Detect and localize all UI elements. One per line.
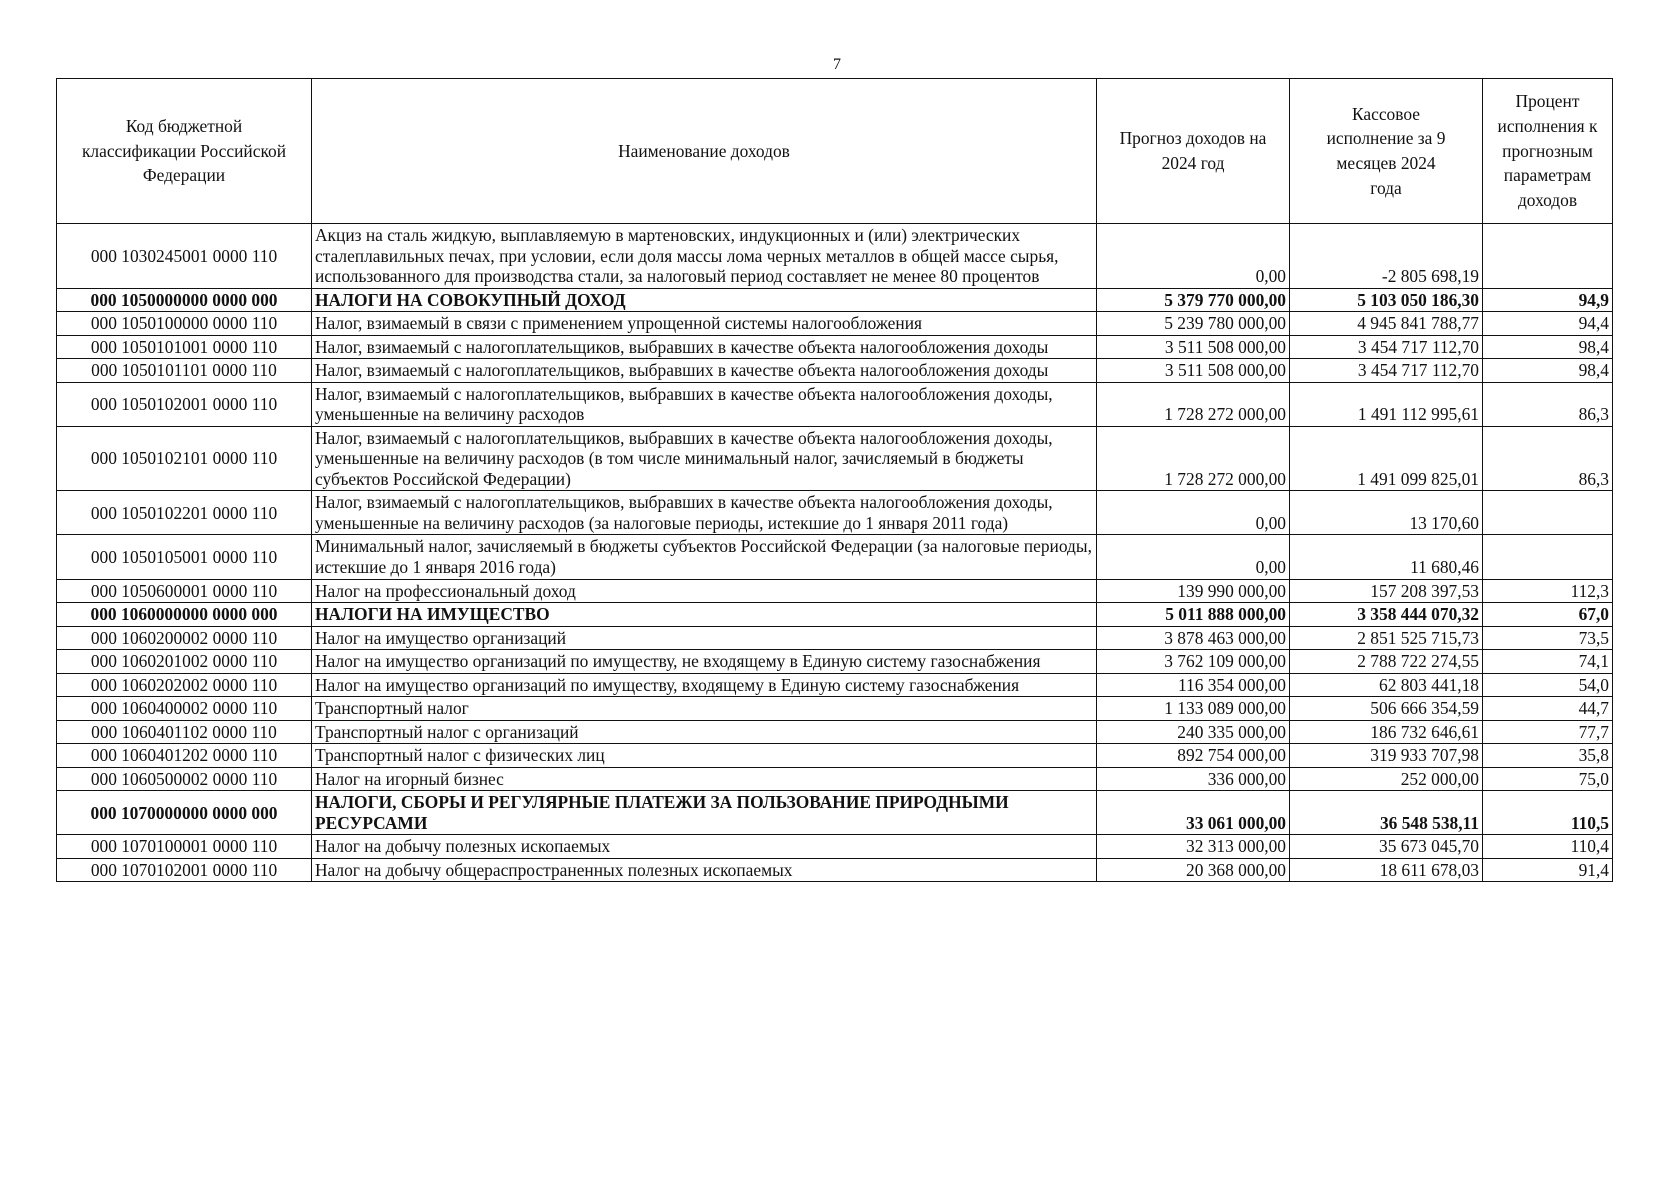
row-percent: 35,8 xyxy=(1483,744,1613,768)
row-code: 000 1050102101 0000 110 xyxy=(57,426,312,491)
row-percent: 86,3 xyxy=(1483,382,1613,426)
table-row xyxy=(57,579,1613,603)
table-row xyxy=(57,224,1613,289)
row-name: Транспортный налог с организаций xyxy=(312,720,1097,744)
header-forecast: Прогноз доходов на 2024 год xyxy=(1097,79,1290,224)
table-row xyxy=(57,603,1613,627)
row-actual: 1 491 112 995,61 xyxy=(1290,382,1483,426)
row-code: 000 1050102001 0000 110 xyxy=(57,382,312,426)
row-forecast: 336 000,00 xyxy=(1097,767,1290,791)
row-name: Налог на добычу общераспространенных полезных ископаемых xyxy=(312,858,1097,882)
row-code: 000 1060201002 0000 110 xyxy=(57,650,312,674)
row-code: 000 1050101101 0000 110 xyxy=(57,359,312,383)
table-row xyxy=(57,491,1613,535)
table-row xyxy=(57,288,1613,312)
row-percent: 74,1 xyxy=(1483,650,1613,674)
row-name: Налог на имущество организаций по имуществу, входящему в Единую систему газоснабжения xyxy=(312,673,1097,697)
row-code: 000 1060500002 0000 110 xyxy=(57,767,312,791)
row-percent: 110,4 xyxy=(1483,835,1613,859)
row-name: Транспортный налог с физических лиц xyxy=(312,744,1097,768)
row-actual: 4 945 841 788,77 xyxy=(1290,312,1483,336)
row-name: Налог на имущество организаций xyxy=(312,626,1097,650)
row-name: Налог на игорный бизнес xyxy=(312,767,1097,791)
row-actual: 2 788 722 274,55 xyxy=(1290,650,1483,674)
row-actual: 319 933 707,98 xyxy=(1290,744,1483,768)
row-name: Транспортный налог xyxy=(312,697,1097,721)
row-percent: 94,4 xyxy=(1483,312,1613,336)
row-code: 000 1070000000 0000 000 xyxy=(57,791,312,835)
row-actual: 3 454 717 112,70 xyxy=(1290,359,1483,383)
row-actual: 157 208 397,53 xyxy=(1290,579,1483,603)
table-row xyxy=(57,535,1613,579)
row-percent: 75,0 xyxy=(1483,767,1613,791)
header-actual: Кассовое исполнение за 9 месяцев 2024 года xyxy=(1290,79,1483,224)
row-code: 000 1030245001 0000 110 xyxy=(57,224,312,289)
table-row xyxy=(57,858,1613,882)
revenue-table xyxy=(56,78,1613,882)
row-actual: 186 732 646,61 xyxy=(1290,720,1483,744)
row-actual: 11 680,46 xyxy=(1290,535,1483,579)
row-forecast: 1 133 089 000,00 xyxy=(1097,697,1290,721)
row-percent: 54,0 xyxy=(1483,673,1613,697)
row-code: 000 1060400002 0000 110 xyxy=(57,697,312,721)
table-row xyxy=(57,312,1613,336)
row-percent: 44,7 xyxy=(1483,697,1613,721)
row-actual: 18 611 678,03 xyxy=(1290,858,1483,882)
table-row xyxy=(57,720,1613,744)
row-forecast: 0,00 xyxy=(1097,535,1290,579)
row-forecast: 240 335 000,00 xyxy=(1097,720,1290,744)
row-name: Налог, взимаемый с налогоплательщиков, выбравших в качестве объекта налогообложения доходы, уменьшенные на величину расходов xyxy=(312,382,1097,426)
row-percent: 112,3 xyxy=(1483,579,1613,603)
table-row xyxy=(57,673,1613,697)
row-name: Налог на добычу полезных ископаемых xyxy=(312,835,1097,859)
row-percent: 98,4 xyxy=(1483,359,1613,383)
row-percent: 86,3 xyxy=(1483,426,1613,491)
row-name: Минимальный налог, зачисляемый в бюджеты субъектов Российской Федерации (за налоговые периоды, истекшие до 1 января 2016 года) xyxy=(312,535,1097,579)
table-row xyxy=(57,744,1613,768)
row-name: Налог на профессиональный доход xyxy=(312,579,1097,603)
row-forecast: 3 762 109 000,00 xyxy=(1097,650,1290,674)
row-percent: 94,9 xyxy=(1483,288,1613,312)
row-forecast: 0,00 xyxy=(1097,224,1290,289)
row-name: Налог на имущество организаций по имуществу, не входящему в Единую систему газоснабжения xyxy=(312,650,1097,674)
row-actual: 36 548 538,11 xyxy=(1290,791,1483,835)
table-row xyxy=(57,791,1613,835)
row-actual: 3 358 444 070,32 xyxy=(1290,603,1483,627)
row-percent xyxy=(1483,535,1613,579)
table-row xyxy=(57,359,1613,383)
row-actual: 5 103 050 186,30 xyxy=(1290,288,1483,312)
row-forecast: 33 061 000,00 xyxy=(1097,791,1290,835)
row-actual: 1 491 099 825,01 xyxy=(1290,426,1483,491)
row-percent: 73,5 xyxy=(1483,626,1613,650)
row-forecast: 32 313 000,00 xyxy=(1097,835,1290,859)
row-percent xyxy=(1483,491,1613,535)
row-percent: 91,4 xyxy=(1483,858,1613,882)
page-number: 7 xyxy=(833,56,841,73)
row-actual: 252 000,00 xyxy=(1290,767,1483,791)
table-row xyxy=(57,426,1613,491)
row-forecast: 1 728 272 000,00 xyxy=(1097,426,1290,491)
row-code: 000 1060401202 0000 110 xyxy=(57,744,312,768)
row-code: 000 1050101001 0000 110 xyxy=(57,335,312,359)
row-code: 000 1070102001 0000 110 xyxy=(57,858,312,882)
table-row xyxy=(57,835,1613,859)
row-name: Налог, взимаемый с налогоплательщиков, выбравших в качестве объекта налогообложения доходы xyxy=(312,359,1097,383)
header-percent: Процент исполнения к прогнозным параметрам доходов xyxy=(1483,79,1613,224)
row-code: 000 1060401102 0000 110 xyxy=(57,720,312,744)
row-name: Налог, взимаемый с налогоплательщиков, выбравших в качестве объекта налогообложения доходы xyxy=(312,335,1097,359)
row-actual: 35 673 045,70 xyxy=(1290,835,1483,859)
row-actual: 3 454 717 112,70 xyxy=(1290,335,1483,359)
row-actual: 506 666 354,59 xyxy=(1290,697,1483,721)
row-code: 000 1050600001 0000 110 xyxy=(57,579,312,603)
row-actual: -2 805 698,19 xyxy=(1290,224,1483,289)
row-forecast: 0,00 xyxy=(1097,491,1290,535)
row-forecast: 3 878 463 000,00 xyxy=(1097,626,1290,650)
row-actual: 13 170,60 xyxy=(1290,491,1483,535)
row-forecast: 3 511 508 000,00 xyxy=(1097,359,1290,383)
row-forecast: 5 239 780 000,00 xyxy=(1097,312,1290,336)
row-forecast: 20 368 000,00 xyxy=(1097,858,1290,882)
row-name: Налог, взимаемый с налогоплательщиков, выбравших в качестве объекта налогообложения доходы, уменьшенные на величину расходов (за налоговые периоды, истекшие до 1 января 2011 года) xyxy=(312,491,1097,535)
row-code: 000 1060202002 0000 110 xyxy=(57,673,312,697)
table-row xyxy=(57,335,1613,359)
row-name: НАЛОГИ, СБОРЫ И РЕГУЛЯРНЫЕ ПЛАТЕЖИ ЗА ПОЛЬЗОВАНИЕ ПРИРОДНЫМИ РЕСУРСАМИ xyxy=(312,791,1097,835)
row-name: Налог, взимаемый в связи с применением упрощенной системы налогообложения xyxy=(312,312,1097,336)
row-forecast: 5 011 888 000,00 xyxy=(1097,603,1290,627)
row-code: 000 1070100001 0000 110 xyxy=(57,835,312,859)
row-actual: 62 803 441,18 xyxy=(1290,673,1483,697)
table-row xyxy=(57,697,1613,721)
table-body xyxy=(57,224,1613,882)
header-code: Код бюджетной классификации Российской Федерации xyxy=(57,79,312,224)
table-row xyxy=(57,767,1613,791)
row-forecast: 116 354 000,00 xyxy=(1097,673,1290,697)
row-percent xyxy=(1483,224,1613,289)
row-code: 000 1050102201 0000 110 xyxy=(57,491,312,535)
table-header-row xyxy=(57,79,1613,224)
table-row xyxy=(57,626,1613,650)
row-forecast: 139 990 000,00 xyxy=(1097,579,1290,603)
row-percent: 110,5 xyxy=(1483,791,1613,835)
row-code: 000 1050100000 0000 110 xyxy=(57,312,312,336)
table-row xyxy=(57,650,1613,674)
row-name: Налог, взимаемый с налогоплательщиков, выбравших в качестве объекта налогообложения доходы, уменьшенные на величину расходов (в том числе минимальный налог, зачисляемый в бюджеты субъектов Российской Федерации) xyxy=(312,426,1097,491)
row-percent: 67,0 xyxy=(1483,603,1613,627)
row-code: 000 1060000000 0000 000 xyxy=(57,603,312,627)
row-actual: 2 851 525 715,73 xyxy=(1290,626,1483,650)
row-forecast: 3 511 508 000,00 xyxy=(1097,335,1290,359)
row-forecast: 5 379 770 000,00 xyxy=(1097,288,1290,312)
row-code: 000 1050105001 0000 110 xyxy=(57,535,312,579)
row-name: НАЛОГИ НА ИМУЩЕСТВО xyxy=(312,603,1097,627)
row-percent: 98,4 xyxy=(1483,335,1613,359)
row-name: Акциз на сталь жидкую, выплавляемую в мартеновских, индукционных и (или) электрических сталеплавильных печах, при условии, если доля массы лома черных металлов в общей массе сырья, использованного для производства стали, за налоговый период составляет не менее 80 процентов xyxy=(312,224,1097,289)
row-name: НАЛОГИ НА СОВОКУПНЫЙ ДОХОД xyxy=(312,288,1097,312)
row-percent: 77,7 xyxy=(1483,720,1613,744)
row-forecast: 892 754 000,00 xyxy=(1097,744,1290,768)
row-code: 000 1050000000 0000 000 xyxy=(57,288,312,312)
table-row xyxy=(57,382,1613,426)
row-forecast: 1 728 272 000,00 xyxy=(1097,382,1290,426)
header-name: Наименование доходов xyxy=(312,79,1097,224)
row-code: 000 1060200002 0000 110 xyxy=(57,626,312,650)
